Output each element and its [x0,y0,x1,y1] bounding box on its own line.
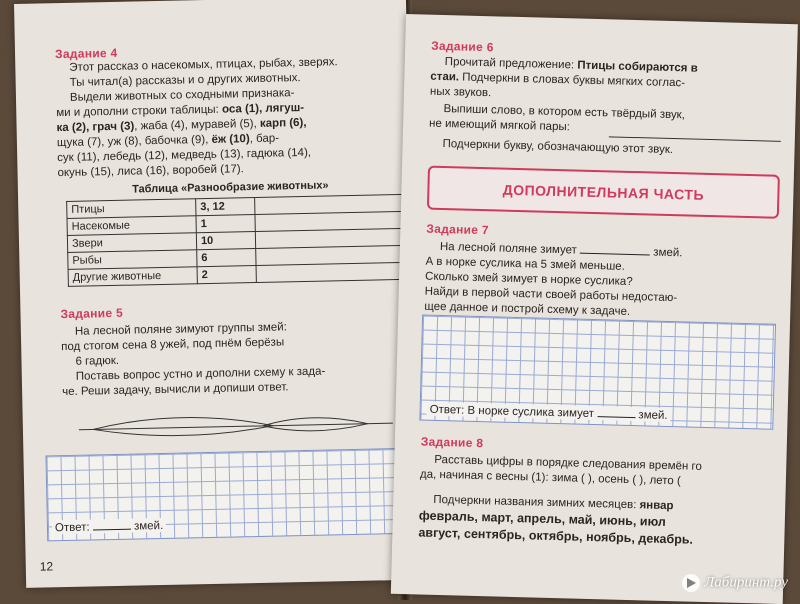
task7-answer [426,402,670,422]
table-cell-label: Звери [67,233,196,253]
task7-line3: Сколько змей зимует в норке суслика? [424,270,633,289]
diagram-line [79,423,393,430]
task4-line6-bold: ёж (10) [211,133,250,146]
task5-answer-prefix: Ответ: [54,521,90,535]
table-caption: Таблица «Разнообразие животных» [132,179,329,196]
task7-line2: А в норке суслика на 5 змей меньше. [425,255,626,273]
task8-line2: да, начиная с весны (1): зима ( ), осень ( ), лето ( [419,468,681,488]
task4-line4-bold: оса (1), лягуш- [221,101,305,116]
table-cell-value[interactable]: 1 [196,214,255,232]
table-cell-value[interactable]: 3, 12 [196,198,255,216]
task4-line3: Выдели животных со сходными признака- [69,87,295,104]
watermark [682,574,788,592]
right-page [391,14,798,604]
task5-line4: Поставь вопрос устно и дополни схему к зада- [75,365,326,383]
task5-answer [52,518,167,534]
task5-answer-grid[interactable] [45,448,401,541]
task5-answer-suffix: змей. [133,519,164,533]
watermark-text: Лабиринт.ру [704,574,788,591]
task8-heading: Задание 8 [420,434,484,451]
table-cell-value[interactable]: 2 [197,265,256,283]
task4-heading: Задание 4 [54,45,118,62]
labirint-logo-icon [682,574,700,592]
task8-line1: Расставь цифры в порядке следования времён го [434,453,703,473]
task4-line6-end: , бар- [249,132,280,146]
task8-months1: февраль, март, апрель, май, июнь, июл [418,508,667,529]
task7-heading: Задание 7 [426,221,490,238]
task6-line2-bold: стаи. [430,70,460,84]
task6-heading: Задание 6 [430,38,494,55]
task4-line4-text: ми и дополни строки таблицы: [56,103,223,120]
task6-line4: Выпиши слово, в котором есть твёрдый звук, [443,103,686,122]
animals-table [66,194,408,287]
task7-line5: щее данное и построй схему к задаче. [424,300,631,318]
table-cell-label: Рыбы [68,250,197,270]
task4-block [55,40,405,287]
task8-months2: август, сентябрь, октябрь, ноябрь, декабрь. [418,525,694,547]
table-cell-label: Насекомые [67,216,196,236]
task7-answer-prefix: Ответ: В норке суслика зимует [429,403,595,421]
task4-line6-text: щука (7), уж (8), бабочка (9), [56,133,212,150]
additional-section-banner: ДОПОЛНИТЕЛЬНАЯ ЧАСТЬ [427,166,780,219]
task6-line1-text: Прочитай предложение: [444,56,578,72]
task5-line2: под стогом сена 8 ужей, под пнём берёзы [61,336,285,354]
task4-line2: Ты читал(а) рассказы и о других животных. [69,72,301,89]
task7-line1-end: змей. [653,246,683,260]
table-cell-label: Птицы [67,199,196,219]
table-cell-value[interactable]: 10 [196,231,255,249]
task4-line8: окунь (15), лиса (16), воробей (17). [57,163,244,180]
task7-answer-suffix: змей. [638,409,668,422]
task6-line5: не имеющий мягкой пары: [428,117,571,134]
left-page [14,0,418,588]
task7-blank[interactable] [580,243,650,256]
task5-answer-blank[interactable] [93,519,131,531]
task6-line6: Подчеркни букву, обозначающую этот звук. [442,138,674,157]
task7-line1-text: На лесной поляне зимует [439,240,578,257]
task8-block [418,435,787,552]
table-cell-empty[interactable] [256,262,407,282]
task7-answer-blank[interactable] [597,406,635,418]
task6-block [424,39,783,339]
task4-line1: Этот рассказ о насекомых, птицах, рыбах, зверях. [69,56,338,74]
task5-heading: Задание 5 [60,305,124,322]
task4-line5-bold2: карп (6), [259,116,307,130]
table-cell-value[interactable]: 6 [197,248,256,266]
task5-line3: 6 гадюк. [75,354,120,368]
task5-line1: На лесной поляне зимуют группы змей: [74,321,287,338]
table-cell-label: Другие животные [68,267,197,287]
task4-line7: сук (11), лебедь (12), медведь (13), гадюка (14), [57,146,312,165]
task5-line5: че. Реши задачу, вычисли и допиши ответ. [62,381,289,399]
task6-line3: ных звуков. [429,85,492,100]
task6-line2-text: Подчеркни в словах буквы мягких соглас- [458,71,686,90]
page-number: 12 [39,559,54,574]
task4-line5-bold: ка (2), грач (3) [56,120,135,135]
task7-line4: Найди в первой части своей работы недостаю- [424,285,678,305]
task4-line5-text: , жаба (4), муравей (5), [134,117,261,133]
task7-answer-grid[interactable] [419,315,776,430]
task8-line3-bold: январ [639,499,674,513]
task8-line3-text: Подчеркни названия зимних месяцев: [433,493,640,512]
task6-line1-bold: Птицы собираются в [577,59,698,75]
